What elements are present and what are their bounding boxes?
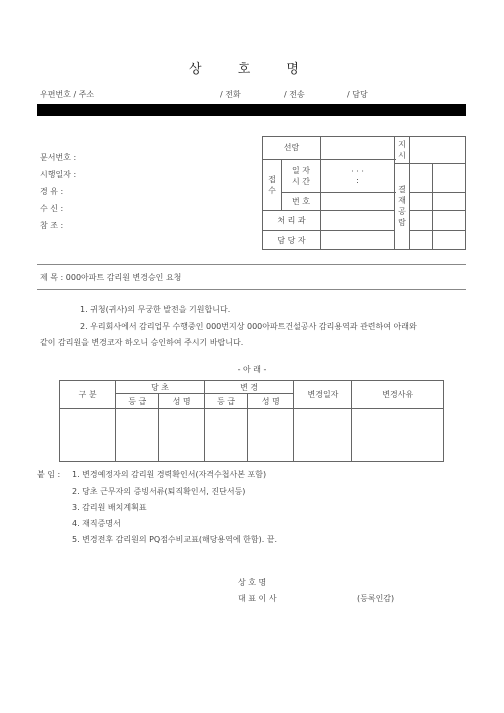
col-gubun: 구 분 bbox=[60, 381, 116, 409]
reference-label: 참 조 : bbox=[40, 221, 64, 230]
approval-cell bbox=[410, 231, 433, 250]
gong-label: 공 bbox=[398, 207, 406, 217]
footer-seal: (등록인감) bbox=[357, 594, 395, 603]
person-label: 담 당 자 bbox=[263, 231, 321, 250]
sub-name-after: 성 명 bbox=[248, 394, 294, 409]
col-reason: 변경사유 bbox=[352, 381, 444, 409]
approval-cell bbox=[433, 210, 466, 231]
col-after: 변 경 bbox=[204, 381, 294, 394]
approval-cell bbox=[410, 192, 433, 210]
receipt-box bbox=[262, 136, 466, 250]
approval-cell bbox=[433, 231, 466, 250]
attachment-item: 1. 변경예정자의 감리원 경력확인서(자격수첩사본 포함) bbox=[72, 470, 267, 479]
approval-cell bbox=[410, 210, 433, 231]
col-date: 변경일자 bbox=[294, 381, 352, 409]
approval-cell bbox=[433, 163, 466, 192]
table-cell bbox=[116, 409, 159, 462]
subject-line: 제 목 : 000아파트 감리원 변경승인 요청 bbox=[40, 273, 182, 282]
ji-label: 지 bbox=[398, 139, 406, 149]
table-cell bbox=[204, 409, 247, 462]
attachment-item: 5. 변경전후 감리원의 PQ점수비교표(해당용역에 한함). 끝. bbox=[72, 535, 278, 544]
sunram-cell: 선람 bbox=[263, 137, 321, 160]
doc-number-label: 문서번호 : bbox=[40, 153, 77, 162]
body-line-3: 같이 감리원을 변경코자 하오니 승인하여 주시기 바랍니다. bbox=[40, 338, 244, 347]
jisi-cell bbox=[395, 137, 410, 164]
datetime-value bbox=[321, 159, 395, 192]
person-value bbox=[321, 231, 395, 250]
footer-ceo: 대 표 이 사 bbox=[238, 594, 277, 603]
processing-value bbox=[321, 210, 395, 231]
divider bbox=[37, 264, 466, 265]
header-phone: / 전화 bbox=[220, 90, 241, 99]
jeopsu-cell bbox=[263, 159, 282, 210]
time-marks: : bbox=[356, 175, 359, 185]
attachments-label: 붙 임 : bbox=[37, 470, 61, 479]
sub-grade-after: 등 급 bbox=[204, 394, 247, 409]
jae-label: 재 bbox=[398, 196, 406, 206]
table-cell bbox=[159, 409, 204, 462]
sub-name-before: 성 명 bbox=[159, 394, 204, 409]
approval-cell bbox=[410, 163, 433, 192]
number-value bbox=[321, 192, 395, 210]
date-marks: · · · bbox=[351, 166, 364, 176]
number-label: 번 호 bbox=[282, 192, 321, 210]
ram-label: 람 bbox=[398, 218, 406, 228]
header-bar bbox=[37, 104, 466, 116]
header-manager: / 담당 bbox=[347, 90, 368, 99]
attachment-item: 4. 재직증명서 bbox=[72, 519, 121, 528]
date-label: 시행일자 : bbox=[40, 170, 77, 179]
via-label: 경 유 : bbox=[40, 187, 64, 196]
sunram-value bbox=[321, 137, 395, 160]
jisi-value bbox=[410, 137, 466, 164]
table-cell bbox=[60, 409, 116, 462]
recipient-label: 수 신 : bbox=[40, 204, 64, 213]
below-heading: - 아 래 - bbox=[237, 365, 267, 374]
body-line-1: 1. 귀청(귀사)의 무궁한 발전을 기원합니다. bbox=[80, 305, 231, 314]
gyeol-label: 결 bbox=[398, 185, 406, 195]
col-before: 당 초 bbox=[116, 381, 205, 394]
footer-company: 상 호 명 bbox=[238, 578, 267, 587]
body-line-2: 2. 우리회사에서 감리업무 수행중인 000번지상 000아파트건설공사 감리용역과 관련하여 아래와 bbox=[80, 322, 417, 331]
header-address: 우편번호 / 주소 bbox=[40, 90, 95, 99]
date-time-label-2: 시 간 bbox=[292, 176, 310, 186]
table-cell bbox=[352, 409, 444, 462]
su-label: 수 bbox=[268, 185, 276, 195]
si-label: 시 bbox=[398, 150, 406, 160]
table-cell bbox=[248, 409, 294, 462]
attachment-item: 3. 감리원 배치계획표 bbox=[72, 503, 147, 512]
attachment-item: 2. 당초 근무자의 증빙서류(퇴직확인서, 진단서등) bbox=[72, 487, 246, 496]
table-cell bbox=[294, 409, 352, 462]
sub-grade-before: 등 급 bbox=[116, 394, 159, 409]
date-time-label-1: 일 자 bbox=[292, 165, 310, 175]
processing-label: 처 리 과 bbox=[263, 210, 321, 231]
page-title: 상 호 명 bbox=[189, 62, 315, 77]
change-table bbox=[59, 380, 444, 462]
gyeoljae-cell bbox=[395, 163, 410, 249]
divider bbox=[37, 289, 466, 290]
header-fax: / 전송 bbox=[284, 90, 305, 99]
approval-cell bbox=[433, 192, 466, 210]
datetime-cell bbox=[282, 159, 321, 192]
jeop-label: 접 bbox=[268, 174, 276, 184]
